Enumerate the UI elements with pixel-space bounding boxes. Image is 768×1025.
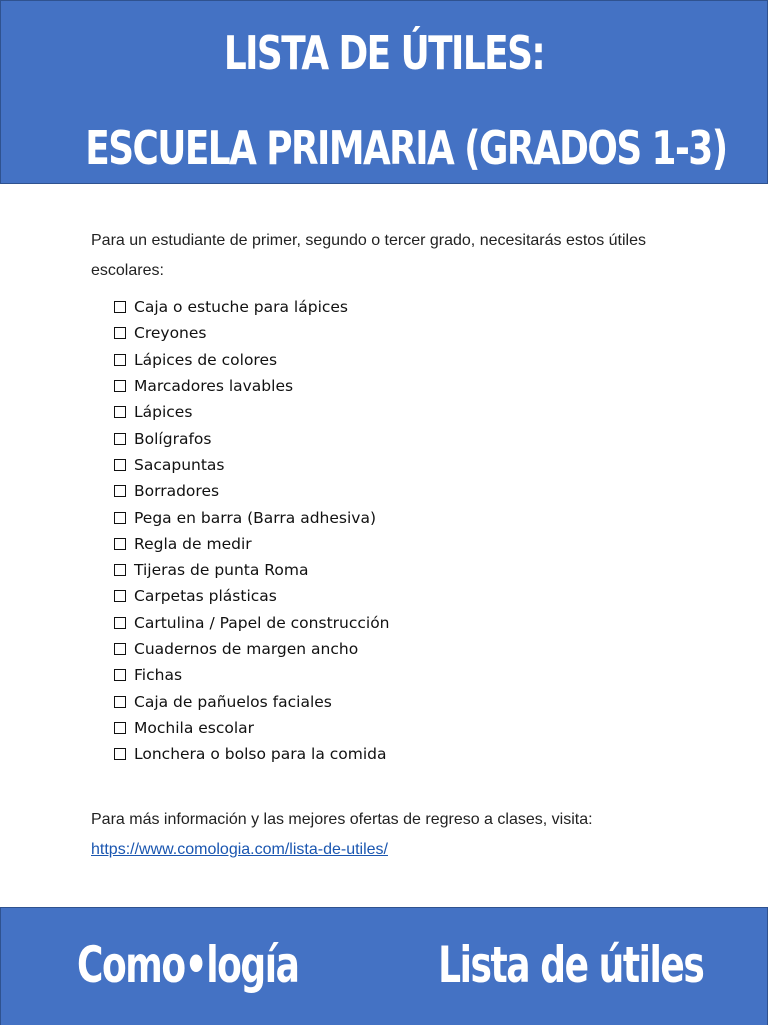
- checklist-item-label: Caja de pañuelos faciales: [134, 692, 332, 711]
- checkbox-icon[interactable]: [114, 354, 126, 366]
- checklist-item: [114, 504, 390, 530]
- checklist-item-label: Lonchera o bolso para la comida: [134, 745, 387, 764]
- more-info-text: Para más información y las mejores ofertas de regreso a clases, visita:: [91, 811, 593, 828]
- checkbox-icon[interactable]: [114, 696, 126, 708]
- checklist-item: [114, 531, 390, 557]
- checklist-item: [114, 557, 390, 583]
- checklist-item-label: Creyones: [134, 324, 207, 343]
- footer-title: Lista de útiles: [437, 936, 703, 994]
- checklist-item-label: Lápices de colores: [134, 350, 278, 369]
- checkbox-icon[interactable]: [114, 380, 126, 392]
- checklist-item-label: Carpetas plásticas: [134, 587, 277, 606]
- checkbox-icon[interactable]: [114, 748, 126, 760]
- checklist-item: [114, 425, 390, 451]
- checkbox-icon[interactable]: [114, 722, 126, 734]
- checklist-item-label: Bolígrafos: [134, 429, 212, 448]
- checklist-item: [114, 715, 390, 741]
- checkbox-icon[interactable]: [114, 617, 126, 629]
- checklist-item: [114, 662, 390, 688]
- checkbox-icon[interactable]: [114, 669, 126, 681]
- checklist-item-label: Sacapuntas: [134, 455, 225, 474]
- checkbox-icon[interactable]: [114, 538, 126, 550]
- checkbox-icon[interactable]: [114, 590, 126, 602]
- checkbox-icon[interactable]: [114, 485, 126, 497]
- checklist-item-label: Caja o estuche para lápices: [134, 298, 349, 317]
- page-title-line-2: ESCUELA PRIMARIA (GRADOS 1-3): [85, 121, 727, 175]
- checkbox-icon[interactable]: [114, 433, 126, 445]
- checkbox-icon[interactable]: [114, 512, 126, 524]
- checklist-item-label: Borradores: [134, 482, 220, 501]
- checklist-item-label: Pega en barra (Barra adhesiva): [134, 508, 376, 527]
- checklist-item: [114, 347, 390, 373]
- checklist-item-label: Regla de medir: [134, 534, 252, 553]
- footer-banner: [0, 907, 768, 1025]
- supply-checklist: [114, 294, 390, 767]
- checklist-item: [114, 320, 390, 346]
- checklist-item: [114, 741, 390, 767]
- checklist-item: [114, 688, 390, 714]
- more-info-link[interactable]: https://www.comologia.com/lista-de-utiles/: [91, 841, 388, 858]
- checklist-item-label: Cuadernos de margen ancho: [134, 640, 359, 658]
- checklist-item: [114, 373, 390, 399]
- checklist-item: [114, 610, 390, 636]
- checklist-item: [114, 583, 390, 609]
- checklist-item-label: Mochila escolar: [134, 718, 255, 737]
- checkbox-icon[interactable]: [114, 564, 126, 576]
- checklist-item-label: Lápices: [134, 403, 193, 422]
- checkbox-icon[interactable]: [114, 301, 126, 313]
- header-banner: [0, 0, 768, 184]
- checkbox-icon[interactable]: [114, 406, 126, 418]
- checklist-item-label: Marcadores lavables: [134, 377, 294, 396]
- checkbox-icon[interactable]: [114, 459, 126, 471]
- checklist-item: [114, 636, 390, 662]
- page-title-line-1: LISTA DE ÚTILES:: [223, 26, 545, 80]
- brand-logo-text: Como•logía: [77, 936, 299, 994]
- checklist-item: [114, 478, 390, 504]
- checklist-item-label: Fichas: [134, 666, 183, 685]
- checklist-item-label: Tijeras de punta Roma: [134, 561, 309, 580]
- checklist-item: [114, 452, 390, 478]
- checklist-item: [114, 294, 390, 320]
- checklist-item: [114, 399, 390, 425]
- more-info-paragraph: [91, 805, 731, 865]
- checkbox-icon[interactable]: [114, 643, 126, 655]
- checklist-item-label: Cartulina / Papel de construcción: [134, 613, 390, 632]
- intro-paragraph: Para un estudiante de primer, segundo o tercer grado, necesitarás estos útiles escolares:: [91, 232, 646, 279]
- checkbox-icon[interactable]: [114, 327, 126, 339]
